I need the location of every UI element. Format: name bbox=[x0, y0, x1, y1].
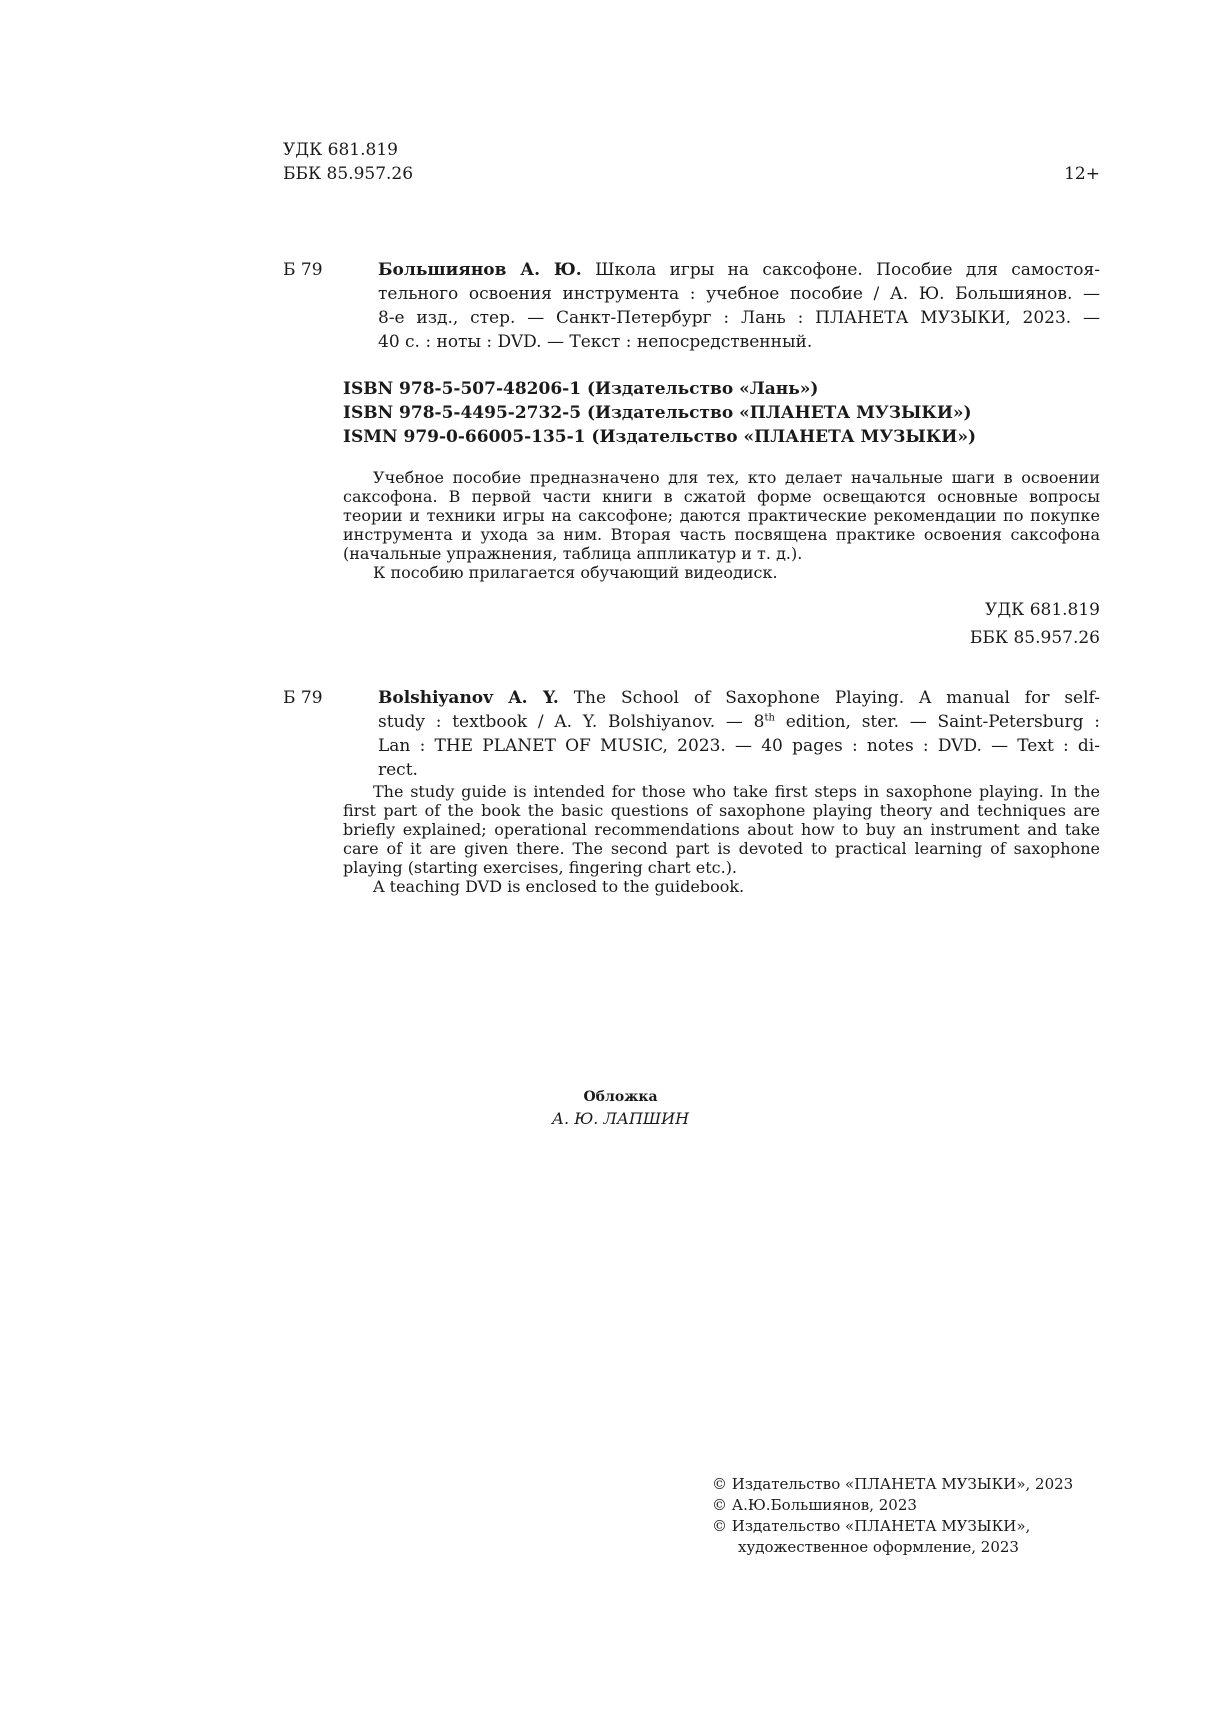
entry-line: 40 с. : ноты : DVD. — Текст : непосредственный. bbox=[378, 332, 813, 352]
entry-line: rect. bbox=[378, 760, 418, 780]
entry-line bbox=[378, 686, 1100, 710]
annotation-paragraph: Учебное пособие предназначено для тех, кто делает начальные шаги в освоении саксофона. В первой части книги в сжатой форме освещаются основные вопросы теории и техники игры на саксофоне; даются практические рекомендации по покупке инструмента и ухода за ним. Вторая часть посвящена практике освоения саксофона (начальные упражнения, таблица аппликатур и т. д.). bbox=[343, 468, 1100, 563]
age-rating: 12+ bbox=[1064, 164, 1100, 184]
author-sign-code: Б 79 bbox=[283, 260, 323, 280]
isbn-line: ISBN 978-5-4495-2732-5 (Издательство «ПЛАНЕТА МУЗЫКИ») bbox=[343, 403, 972, 423]
copyright-line: художественное оформление, 2023 bbox=[738, 1538, 1019, 1556]
entry-title-text: Школа игры на саксофоне. Пособие для самостоя- bbox=[581, 260, 1101, 280]
bibliographic-description bbox=[378, 686, 1100, 782]
entry-title-text: The School of Saxophone Playing. A manual for self- bbox=[558, 688, 1100, 708]
ismn-line: ISMN 979-0-66005-135-1 (Издательство «ПЛАНЕТА МУЗЫКИ») bbox=[343, 427, 977, 447]
annotation-en bbox=[343, 782, 1100, 896]
entry-text: edition, ster. — Saint-Petersburg : bbox=[774, 712, 1100, 732]
copyright-block bbox=[712, 1474, 1073, 1558]
bibliographic-entry-en bbox=[283, 686, 1100, 782]
bbk-code: ББК 85.957.26 bbox=[283, 164, 414, 184]
cover-designer: А. Ю. ЛАПШИН bbox=[551, 1109, 690, 1128]
entry-line: Lan : THE PLANET OF MUSIC, 2023. — 40 pages : notes : DVD. — Text : di- bbox=[378, 736, 1100, 756]
entry-text: study : textbook / A. Y. Bolshiyanov. — 8 bbox=[378, 712, 765, 732]
author-sign-code: Б 79 bbox=[283, 688, 323, 708]
ordinal-suffix: th bbox=[764, 712, 775, 724]
bbk-code: ББК 85.957.26 bbox=[969, 628, 1100, 648]
annotation-ru bbox=[343, 468, 1100, 582]
classification-header bbox=[283, 138, 413, 186]
udk-code: УДК 681.819 bbox=[985, 600, 1100, 620]
copyright-line: © А.Ю.Большиянов, 2023 bbox=[712, 1496, 917, 1514]
entry-line bbox=[378, 258, 1100, 282]
cover-label: Обложка bbox=[583, 1089, 658, 1105]
entry-line: тельного освоения инструмента : учебное пособие / А. Ю. Большиянов. — bbox=[378, 284, 1100, 304]
author-name: Bolshiyanov A. Y. bbox=[378, 688, 559, 708]
isbn-line: ISBN 978-5-507-48206-1 (Издательство «Лань») bbox=[343, 379, 819, 399]
entry-line: 8-е изд., стер. — Санкт-Петербург : Лань : ПЛАНЕТА МУЗЫКИ, 2023. — bbox=[378, 308, 1100, 328]
classification-right bbox=[970, 596, 1100, 652]
copyright-line: © Издательство «ПЛАНЕТА МУЗЫКИ», 2023 bbox=[712, 1475, 1074, 1493]
bibliographic-description bbox=[378, 258, 1100, 354]
annotation-paragraph: К пособию прилагается обучающий видеодиск. bbox=[373, 563, 778, 582]
copyright-line: © Издательство «ПЛАНЕТА МУЗЫКИ», bbox=[712, 1517, 1031, 1535]
udk-code: УДК 681.819 bbox=[283, 140, 398, 160]
cover-credit bbox=[0, 1087, 1211, 1129]
annotation-paragraph: A teaching DVD is enclosed to the guidebook. bbox=[373, 877, 745, 896]
author-name: Большиянов А. Ю. bbox=[378, 260, 582, 280]
annotation-paragraph: The study guide is intended for those who take first steps in saxophone playing. In the first part of the book the basic questions of saxophone playing theory and techniques are briefly explained; operational recommendations about how to buy an instrument and take care of it are given there. The second part is devoted to practical learning of saxophone playing (starting exercises, fingering chart etc.). bbox=[343, 782, 1100, 877]
entry-line bbox=[283, 710, 1100, 734]
bibliographic-entry-ru bbox=[283, 258, 1100, 354]
isbn-list bbox=[343, 377, 976, 449]
